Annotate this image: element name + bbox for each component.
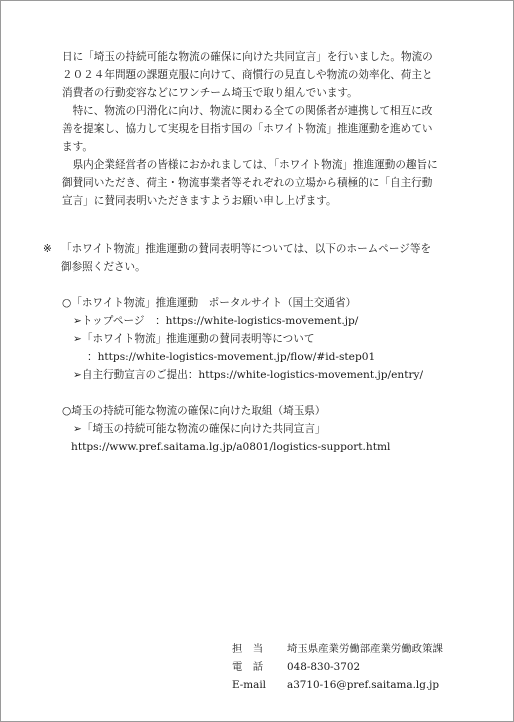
- note-mark: ※: [43, 243, 52, 255]
- contact-phone-label: 電 話: [232, 661, 264, 673]
- contact-dept-label: 担 当: [232, 643, 264, 655]
- link-joint-declaration-url[interactable]: https://www.pref.saitama.lg.jp/a0801/logistics-support.html: [71, 441, 391, 453]
- paragraph-1-line-2: ２０２４年問題の課題克服に向けて、商慣行の見直しや物流の効率化、荷主と: [62, 69, 433, 81]
- contact-phone-value: 048-830-3702: [287, 661, 361, 673]
- note-line-1: 「ホワイト物流」推進運動の賛同表明等については、以下のホームページ等を: [61, 243, 432, 255]
- paragraph-2-line-1: 特に、物流の円滑化に向け、物流に関わる全ての関係者が連携して相互に改: [62, 105, 433, 117]
- paragraph-1-line-1: 日に「埼玉の持続可能な物流の確保に向けた共同宣言」を行いました。物流の: [62, 51, 433, 63]
- contact-email-value[interactable]: a3710-16@pref.saitama.lg.jp: [287, 679, 440, 691]
- contact-dept-value: 埼玉県産業労働部産業労働政策課: [287, 643, 443, 655]
- paragraph-2-line-3: ます。: [62, 141, 93, 153]
- paragraph-3-line-1: 県内企業経営者の皆様におかれましては､「ホワイト物流」推進運動の趣旨に: [62, 159, 438, 171]
- paragraph-3-line-2: 御賛同いただき、荷主・物流事業者等それぞれの立場から積極的に「自主行動: [62, 177, 433, 189]
- link-endorsement-heading: ➢「ホワイト物流」推進運動の賛同表明等について: [73, 333, 315, 345]
- note-line-2: 御参照ください。: [61, 261, 146, 273]
- link-joint-declaration-title: ➢「埼玉の持続可能な物流の確保に向けた共同宣言」: [73, 423, 326, 435]
- paragraph-1-line-3: 消費者の行動変容などにワンチーム埼玉で取り組んでいます。: [62, 87, 358, 99]
- link-endorsement-url[interactable]: ：https://white-logistics-movement.jp/flow/#id-step01: [87, 351, 376, 363]
- link-self-declaration[interactable]: ➢自主行動宣言のご提出：https://white-logistics-movement.jp/entry/: [73, 369, 424, 381]
- paragraph-2-line-2: 善を提案し、協力して実現を目指す国の「ホワイト物流」推進運動を進めてい: [62, 123, 433, 135]
- section-saitama-heading: ○埼玉の持続可能な物流の確保に向けた取組（埼玉県）: [62, 405, 326, 417]
- link-top-page[interactable]: ➢トップページ ：https://white-logistics-movement.jp/: [73, 315, 359, 327]
- section-mlit-heading: ○「ホワイト物流」推進運動 ポータルサイト（国土交通省）: [62, 297, 357, 309]
- paragraph-3-line-3: 宣言」に賛同表明いただきますようお願い申し上げます。: [62, 195, 337, 207]
- contact-email-label: E-mail: [232, 679, 266, 691]
